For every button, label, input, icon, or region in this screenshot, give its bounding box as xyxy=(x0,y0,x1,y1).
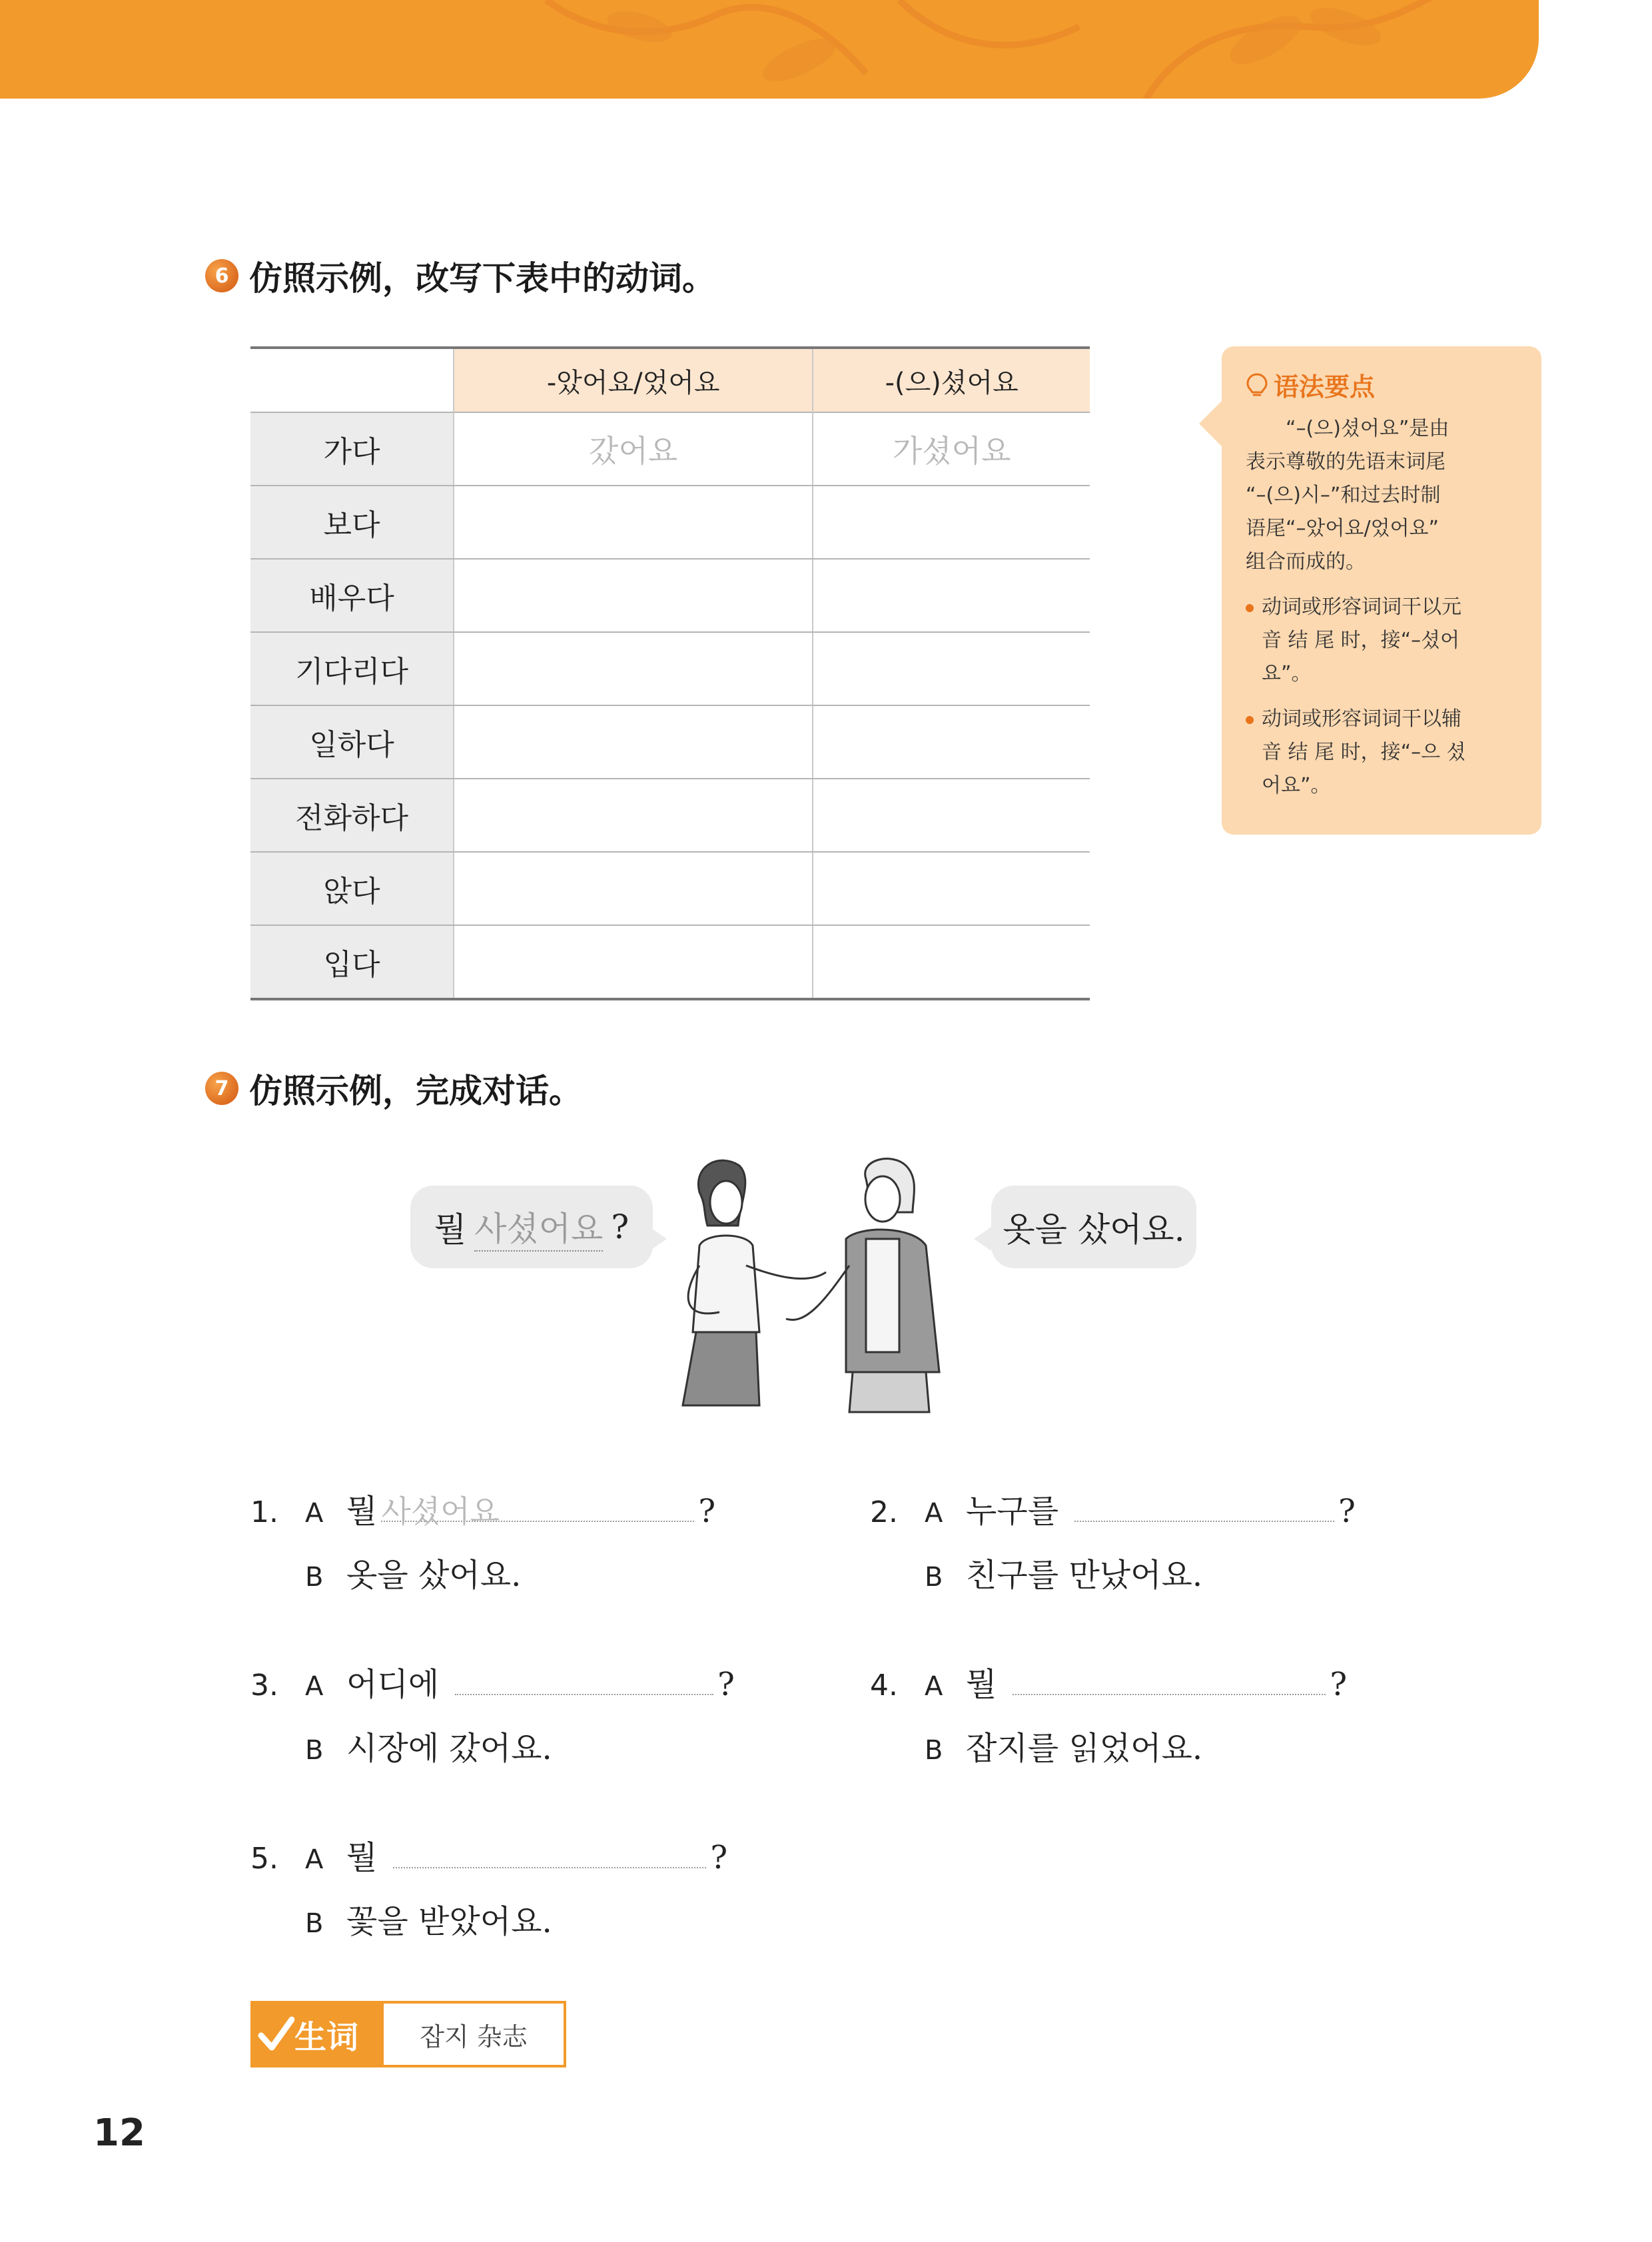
vocabulary-box xyxy=(250,2001,566,2067)
table-row xyxy=(250,705,1090,779)
table-row xyxy=(250,925,1090,999)
question-text: 누구를 xyxy=(966,1493,1059,1530)
honorific-answer-cell[interactable] xyxy=(813,925,1090,999)
section-title: 仿照示例，改写下表中的动词。 xyxy=(249,259,715,298)
question-mark: ? xyxy=(717,1666,735,1703)
header-band xyxy=(0,0,1539,99)
bubble-prefix: 뭘 xyxy=(434,1210,467,1249)
honorific-answer-cell[interactable] xyxy=(813,705,1090,779)
dialogue-item-3 xyxy=(250,1659,735,1766)
note-bullet-line: 요”。 xyxy=(1262,662,1312,685)
table-row xyxy=(250,486,1090,559)
page-number: 12 xyxy=(93,2111,145,2155)
lightbulb-icon xyxy=(1246,372,1268,398)
past-answer-cell[interactable] xyxy=(454,779,813,852)
past-answer-cell[interactable] xyxy=(454,852,813,925)
past-answer-cell[interactable] xyxy=(454,559,813,632)
bubble-answer-text: 옷을 샀어요. xyxy=(1003,1210,1185,1249)
item-number: 4. xyxy=(870,1669,898,1702)
bullet-dot-icon xyxy=(1246,604,1254,612)
note-pointer xyxy=(1199,400,1223,448)
honorific-answer-cell[interactable] xyxy=(813,486,1090,559)
answer-text: 시장에 갔어요. xyxy=(346,1730,552,1767)
note-bullet-line: 音 结 尾 时，接“–으 셨 xyxy=(1262,741,1466,764)
speaker-b-label: B xyxy=(925,1562,943,1593)
honorific-answer-cell[interactable]: 가셨어요 xyxy=(813,412,1090,486)
table-header-past: -았어요/었어요 xyxy=(454,348,813,412)
question-text: 뭘 xyxy=(346,1839,378,1876)
dialogue-item-1 xyxy=(250,1485,715,1593)
bullet-dot-icon xyxy=(1246,716,1254,724)
verb-cell: 보다 xyxy=(250,486,454,559)
section-title: 仿照示例，完成对话。 xyxy=(249,1072,582,1110)
honorific-answer-cell[interactable] xyxy=(813,632,1090,705)
table-row xyxy=(250,632,1090,705)
section-7-heading xyxy=(205,1064,582,1112)
speaker-b-label: B xyxy=(305,1735,324,1766)
answer-blank[interactable] xyxy=(393,1834,706,1868)
note-line: “–(으)셨어요”是由 xyxy=(1286,417,1449,440)
speaker-a-label: A xyxy=(925,1498,943,1529)
answer-blank[interactable] xyxy=(1013,1661,1326,1695)
verb-conjugation-table xyxy=(250,346,1090,1000)
grammar-note-box xyxy=(1222,346,1541,835)
answer-text: 옷을 샀어요. xyxy=(346,1557,522,1594)
item-number: 3. xyxy=(250,1669,278,1702)
speaker-a-label: A xyxy=(305,1844,324,1875)
note-line: 语尾“–았어요/었어요” xyxy=(1246,517,1440,540)
dialogue-item-2 xyxy=(870,1485,1356,1593)
speaker-b-label: B xyxy=(305,1562,324,1593)
bubble-suffix: ? xyxy=(611,1208,629,1246)
speaker-a-label: A xyxy=(305,1498,324,1529)
table-row xyxy=(250,412,1090,486)
honorific-answer-cell[interactable] xyxy=(813,779,1090,852)
question-text: 뭘 xyxy=(966,1666,997,1703)
vocabulary-tag-text: 生词 xyxy=(294,2018,359,2056)
dialogue-item-5 xyxy=(250,1832,727,1940)
section-6-heading xyxy=(205,252,715,300)
note-bullet-line: 어요”。 xyxy=(1262,774,1331,797)
past-answer-cell[interactable] xyxy=(454,486,813,559)
table-header-honorific: -(으)셨어요 xyxy=(813,348,1090,412)
floral-pattern-decoration xyxy=(0,0,1539,99)
speaker-a-label: A xyxy=(925,1671,943,1702)
speech-bubble-answer xyxy=(991,1186,1196,1268)
answer-text: 꽃을 받았어요. xyxy=(346,1903,552,1940)
note-bullet-line: 音 结 尾 时，接“–셨어 xyxy=(1262,629,1460,652)
note-line: 组合而成的。 xyxy=(1246,550,1366,573)
verb-cell: 앉다 xyxy=(250,852,454,925)
section-number-badge: 7 xyxy=(205,1072,238,1105)
note-bullet-vowel xyxy=(1246,591,1521,691)
past-answer-cell[interactable]: 갔어요 xyxy=(454,412,813,486)
answer-blank[interactable]: 사셨어요 xyxy=(381,1487,694,1522)
verb-cell: 기다리다 xyxy=(250,632,454,705)
grammar-note-title-text: 语法要点 xyxy=(1274,372,1376,402)
answer-blank[interactable] xyxy=(1074,1487,1334,1522)
speaker-a-label: A xyxy=(305,1671,324,1702)
table-row xyxy=(250,779,1090,852)
question-text: 어디에 xyxy=(346,1666,440,1703)
verb-cell: 일하다 xyxy=(250,705,454,779)
question-text: 뭘 xyxy=(346,1493,378,1530)
grammar-note-body xyxy=(1246,412,1521,579)
question-mark: ? xyxy=(710,1839,728,1876)
table-header-row xyxy=(250,348,1090,412)
table-row xyxy=(250,852,1090,925)
past-answer-cell[interactable] xyxy=(454,925,813,999)
item-number: 2. xyxy=(870,1495,898,1529)
verb-cell: 배우다 xyxy=(250,559,454,632)
section-number-badge: 6 xyxy=(205,259,238,292)
item-number: 5. xyxy=(250,1842,278,1876)
note-bullet-consonant xyxy=(1246,703,1521,803)
verb-cell: 입다 xyxy=(250,925,454,999)
verb-cell: 가다 xyxy=(250,412,454,486)
two-people-illustration xyxy=(659,1152,979,1419)
table-row xyxy=(250,559,1090,632)
speaker-b-label: B xyxy=(305,1908,324,1939)
answer-blank[interactable] xyxy=(455,1661,713,1695)
dialogue-item-4 xyxy=(870,1659,1347,1766)
grammar-note-title xyxy=(1246,366,1521,403)
honorific-answer-cell[interactable] xyxy=(813,852,1090,925)
note-bullet-line: 动词或形容词词干以元 xyxy=(1262,595,1461,619)
speech-bubble-question xyxy=(410,1186,653,1268)
verb-cell: 전화하다 xyxy=(250,779,454,852)
note-line: 表示尊敬的先语末词尾 xyxy=(1246,450,1446,474)
note-bullet-line: 动词或形容词词干以辅 xyxy=(1262,707,1461,731)
vocabulary-tag xyxy=(250,2001,381,2067)
question-mark: ? xyxy=(1338,1493,1356,1530)
answer-text: 잡지를 읽었어요. xyxy=(966,1730,1203,1767)
answer-text: 친구를 만났어요. xyxy=(966,1557,1203,1594)
note-line: “–(으)시–”和过去时制 xyxy=(1246,484,1441,507)
honorific-answer-cell[interactable] xyxy=(813,559,1090,632)
question-mark: ? xyxy=(698,1493,716,1530)
speaker-b-label: B xyxy=(925,1735,943,1766)
question-mark: ? xyxy=(1330,1666,1348,1703)
vocabulary-entry: 잡지 杂志 xyxy=(381,2001,566,2067)
table-header-blank xyxy=(250,348,454,412)
checkmark-icon xyxy=(257,2016,294,2053)
past-answer-cell[interactable] xyxy=(454,632,813,705)
bubble-answer: 사셨어요 xyxy=(474,1202,603,1252)
item-number: 1. xyxy=(250,1495,278,1529)
past-answer-cell[interactable] xyxy=(454,705,813,779)
